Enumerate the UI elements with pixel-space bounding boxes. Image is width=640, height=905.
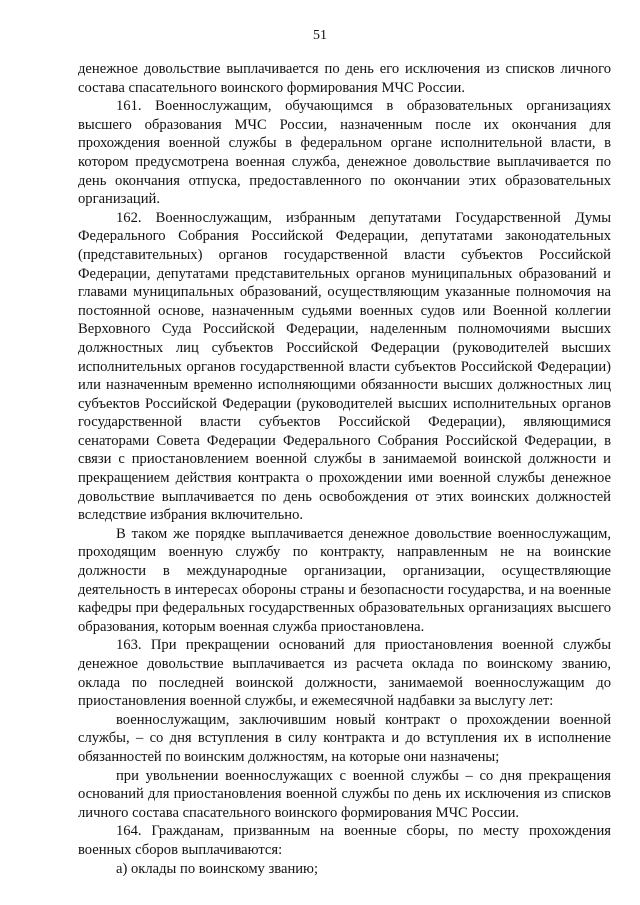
paragraph-164: 164. Гражданам, призванным на военные сборы, по месту прохождения военных сборов выплачиваются: [78,823,611,858]
paragraph-162-same-order: В таком же порядке выплачивается денежное довольствие военнослужащим, проходящим военную службу по контракту, направленным не на воинские должности в международные организации, организации, осуществляющие деятельность в интересах обороны страны и безопасности государства, и на военные кафедры при федеральных государственных образовательных организациях высшего образования, которым военная служба приостановлена. [78,525,611,635]
paragraph-164-a: а) оклады по воинскому званию; [116,860,319,877]
paragraph-continuation: денежное довольствие выплачивается по день его исключения из списков личного состава спасательного воинского формирования МЧС России. [78,61,611,96]
paragraph-162: 162. Военнослужащим, избранным депутатами Государственной Думы Федерального Собрания Российской Федерации, депутатами законодательных (представительных) органов государственной власти субъектов Российской Федерации, депутатами представительных органов муниципальных образований и главами муниципальных образований, осуществляющим указанные полномочия на постоянной основе, назначенным судьями военных судов или Военной коллегии Верховного Суда Российской Федерации, наделенным полномочиями высших должностных лиц субъектов Российской Федерации (руководителей высших исполнительных органов государственной власти субъектов Российской Федерации) или назначенным временно исполняющими обязанности высших должностных лиц субъектов Российской Федерации (руководителей высших исполнительных органов государственной власти субъектов Российской Федерации), являющимися сенаторами Совета Федерации Федерального Собрания Российской Федерации, в связи с приостановлением военной службы в занимаемой воинской должности и прекращением действия контракта о прохождении ими военной службы денежное довольствие выплачивается по день освобождения от этих воинских должностей вследствие избрания включительно. [78,209,611,524]
paragraph-163-new-contract: военнослужащим, заключившим новый контракт о прохождении военной службы, – со дня вступления в силу контракта и до вступления их в исполнение обязанностей по воинским должностям, на которые они назначены; [78,711,611,765]
paragraph-163-dismissal: при увольнении военнослужащих с военной службы – со дня прекращения оснований для приостановления военной службы по день их исключения из списков личного состава спасательного воинского формирования МЧС России. [78,767,611,821]
paragraph-161: 161. Военнослужащим, обучающимся в образовательных организациях высшего образования МЧС России, назначенным после их окончания для прохождения военной службы в федеральном органе исполнительной власти, в котором предусмотрена военная служба, денежное довольствие выплачивается по день окончания отпуска, предоставленного по окончании этих образовательных организаций. [78,98,611,208]
document-body [78,60,611,878]
page-number: 51 [313,28,327,43]
paragraph-163: 163. При прекращении оснований для приостановления военной службы денежное довольствие выплачивается из расчета оклада по воинскому званию, оклада по последней воинской должности, занимаемой военнослужащим до приостановления военной службы, и ежемесячной надбавки за выслугу лет: [78,637,611,710]
